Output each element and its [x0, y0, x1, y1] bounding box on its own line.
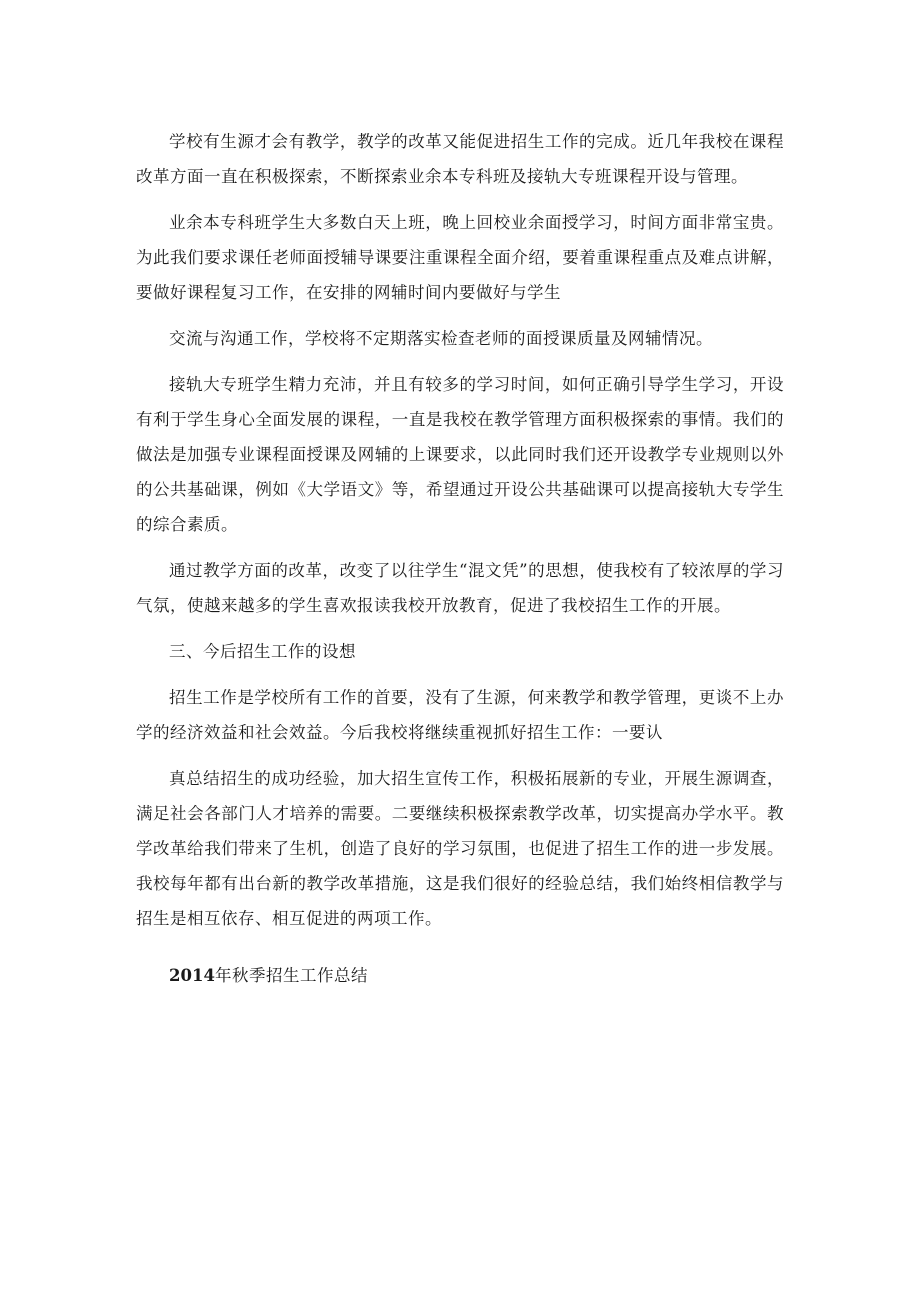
- document-body: [136, 124, 784, 993]
- paragraph-communication: 交流与沟通工作，学校将不定期落实检查老师的面授课质量及网辅情况。: [169, 329, 713, 348]
- paragraph-reform-results: 通过教学方面的改革，改变了以往学生“混文凭”的思想，使我校有了较浓厚的学习气氛，使越来越多的学生喜欢报读我校开放教育，促进了我校招生工作的开展。: [136, 561, 784, 615]
- paragraph-part-time-students: 业余本专科班学生大多数白天上班，晚上回校业余面授学习，时间方面非常宝贵。为此我们要求课任老师面授辅导课要注重课程全面介绍，要着重课程重点及难点讲解，要做好课程复习工作，在安排的网辅时间内要做好与学生: [136, 213, 784, 302]
- title-year: 2014: [169, 966, 215, 985]
- title-text: 年秋季招生工作总结: [214, 966, 368, 985]
- paragraph-future-plans-continued: 真总结招生的成功经验，加大招生宣传工作，积极拓展新的专业，开展生源调查，满足社会各部门人才培养的需要。二要继续积极探索教学改革，切实提高办学水平。教学改革给我们带来了生机，创造了良好的学习氛围，也促进了招生工作的进一步发展。我校每年都有出台新的教学改革措施，这是我们很好的经验总结，我们始终相信教学与招生是相互依存、相互促进的两项工作。: [136, 769, 784, 928]
- paragraph-future-plans: 招生工作是学校所有工作的首要，没有了生源，何来教学和教学管理，更谈不上办学的经济效益和社会效益。今后我校将继续重视抓好招生工作：一要认: [136, 688, 784, 742]
- next-section-title: [136, 958, 784, 993]
- paragraph-curriculum-reform: 学校有生源才会有教学，教学的改革又能促进招生工作的完成。近几年我校在课程改革方面一直在积极探索，不断探索业余本专科班及接轨大专班课程开设与管理。: [136, 132, 784, 186]
- section-heading: 三、今后招生工作的设想: [169, 642, 356, 661]
- paragraph-college-track: 接轨大专班学生精力充沛，并且有较多的学习时间，如何正确引导学生学习，开设有利于学生身心全面发展的课程，一直是我校在教学管理方面积极探索的事情。我们的做法是加强专业课程面授课及网辅的上课要求，以此同时我们还开设教学专业规则以外的公共基础课，例如《大学语文》等，希望通过开设公共基础课可以提高接轨大专学生的综合素质。: [136, 375, 784, 534]
